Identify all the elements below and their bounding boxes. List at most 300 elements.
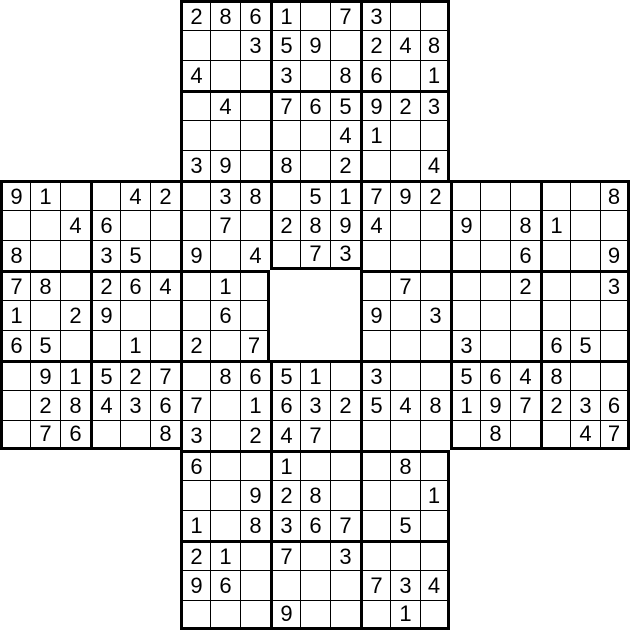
sudoku-cell-r10c7[interactable]: 6 — [210, 300, 240, 330]
sudoku-cell-r18c8[interactable] — [240, 540, 270, 570]
sudoku-cell-r12c12[interactable]: 3 — [360, 360, 390, 390]
sudoku-cell-r10c15[interactable] — [450, 300, 480, 330]
sudoku-cell-r2c13[interactable] — [390, 60, 420, 90]
sudoku-cell-r9c5[interactable]: 4 — [150, 270, 180, 300]
sudoku-cell-r6c20[interactable]: 8 — [600, 180, 630, 210]
sudoku-cell-r14c10[interactable]: 7 — [300, 420, 330, 450]
sudoku-cell-r13c3[interactable]: 4 — [90, 390, 120, 420]
sudoku-cell-r12c4[interactable]: 2 — [120, 360, 150, 390]
sudoku-cell-r7c6[interactable] — [180, 210, 210, 240]
sudoku-cell-r13c8[interactable]: 1 — [240, 390, 270, 420]
sudoku-cell-r16c9[interactable]: 2 — [270, 480, 300, 510]
sudoku-cell-r3c11[interactable]: 5 — [330, 90, 360, 120]
sudoku-cell-r9c12[interactable] — [360, 270, 390, 300]
sudoku-cell-r1c7[interactable] — [210, 30, 240, 60]
sudoku-cell-r14c0[interactable] — [0, 420, 30, 450]
sudoku-cell-r5c12[interactable] — [360, 150, 390, 180]
sudoku-cell-r3c14[interactable]: 3 — [420, 90, 450, 120]
sudoku-cell-r2c8[interactable] — [240, 60, 270, 90]
sudoku-cell-r7c13[interactable] — [390, 210, 420, 240]
sudoku-cell-r11c5[interactable] — [150, 330, 180, 360]
sudoku-cell-r8c4[interactable]: 5 — [120, 240, 150, 270]
sudoku-cell-r19c11[interactable] — [330, 570, 360, 600]
sudoku-cell-r7c12[interactable]: 4 — [360, 210, 390, 240]
sudoku-cell-r9c19[interactable] — [570, 270, 600, 300]
sudoku-cell-r6c17[interactable] — [510, 180, 540, 210]
sudoku-cell-r9c17[interactable]: 2 — [510, 270, 540, 300]
sudoku-cell-r2c12[interactable]: 6 — [360, 60, 390, 90]
sudoku-cell-r0c13[interactable] — [390, 0, 420, 30]
sudoku-cell-r0c9[interactable]: 1 — [270, 0, 300, 30]
sudoku-cell-r6c11[interactable]: 1 — [330, 180, 360, 210]
sudoku-cell-r13c15[interactable]: 1 — [450, 390, 480, 420]
sudoku-cell-r17c8[interactable]: 8 — [240, 510, 270, 540]
sudoku-cell-r3c6[interactable] — [180, 90, 210, 120]
sudoku-cell-r8c6[interactable]: 9 — [180, 240, 210, 270]
sudoku-cell-r10c14[interactable]: 3 — [420, 300, 450, 330]
sudoku-cell-r15c7[interactable] — [210, 450, 240, 480]
sudoku-cell-r9c15[interactable] — [450, 270, 480, 300]
sudoku-cell-r14c18[interactable] — [540, 420, 570, 450]
sudoku-cell-r0c7[interactable]: 8 — [210, 0, 240, 30]
board-gap — [120, 30, 150, 60]
sudoku-cell-r2c10[interactable] — [300, 60, 330, 90]
sudoku-cell-r17c13[interactable]: 5 — [390, 510, 420, 540]
sudoku-cell-r8c11[interactable]: 3 — [330, 240, 360, 270]
sudoku-cell-r8c2[interactable] — [60, 240, 90, 270]
sudoku-cell-r5c10[interactable] — [300, 150, 330, 180]
sudoku-cell-r12c18[interactable]: 8 — [540, 360, 570, 390]
sudoku-cell-r14c16[interactable]: 8 — [480, 420, 510, 450]
sudoku-cell-r20c11[interactable] — [330, 600, 360, 630]
sudoku-cell-r12c13[interactable] — [390, 360, 420, 390]
sudoku-cell-r9c6[interactable] — [180, 270, 210, 300]
sudoku-cell-r8c10[interactable]: 7 — [300, 240, 330, 270]
sudoku-cell-r17c7[interactable] — [210, 510, 240, 540]
sudoku-cell-r14c15[interactable] — [450, 420, 480, 450]
sudoku-cell-r7c8[interactable] — [240, 210, 270, 240]
sudoku-cell-r8c19[interactable] — [570, 240, 600, 270]
sudoku-cell-r13c0[interactable] — [0, 390, 30, 420]
sudoku-cell-r14c9[interactable]: 4 — [270, 420, 300, 450]
sudoku-cell-r7c7[interactable]: 7 — [210, 210, 240, 240]
sudoku-cell-r17c11[interactable]: 7 — [330, 510, 360, 540]
sudoku-cell-r8c14[interactable] — [420, 240, 450, 270]
sudoku-cell-r19c10[interactable] — [300, 570, 330, 600]
sudoku-cell-r0c14[interactable] — [420, 0, 450, 30]
sudoku-cell-r6c9[interactable] — [270, 180, 300, 210]
sudoku-cell-r18c13[interactable] — [390, 540, 420, 570]
sudoku-cell-r12c5[interactable]: 7 — [150, 360, 180, 390]
sudoku-cell-r3c7[interactable]: 4 — [210, 90, 240, 120]
sudoku-cell-r12c14[interactable] — [420, 360, 450, 390]
sudoku-cell-r7c14[interactable] — [420, 210, 450, 240]
sudoku-cell-r18c7[interactable]: 1 — [210, 540, 240, 570]
sudoku-cell-r1c10[interactable]: 9 — [300, 30, 330, 60]
sudoku-cell-r14c2[interactable]: 6 — [60, 420, 90, 450]
sudoku-cell-r6c14[interactable]: 2 — [420, 180, 450, 210]
sudoku-cell-r14c4[interactable] — [120, 420, 150, 450]
sudoku-cell-r12c6[interactable] — [180, 360, 210, 390]
board-gap — [120, 120, 150, 150]
sudoku-cell-r20c6[interactable] — [180, 600, 210, 630]
sudoku-cell-r14c19[interactable]: 4 — [570, 420, 600, 450]
sudoku-cell-r3c9[interactable]: 7 — [270, 90, 300, 120]
board-gap — [450, 90, 480, 120]
sudoku-cell-r10c8[interactable] — [240, 300, 270, 330]
sudoku-cell-r7c10[interactable]: 8 — [300, 210, 330, 240]
sudoku-cell-r4c7[interactable] — [210, 120, 240, 150]
sudoku-cell-r9c13[interactable]: 7 — [390, 270, 420, 300]
sudoku-cell-r15c13[interactable]: 8 — [390, 450, 420, 480]
sudoku-cell-r7c1[interactable] — [30, 210, 60, 240]
sudoku-cell-r11c15[interactable]: 3 — [450, 330, 480, 360]
sudoku-cell-r8c0[interactable]: 8 — [0, 240, 30, 270]
sudoku-cell-r15c6[interactable]: 6 — [180, 450, 210, 480]
sudoku-cell-r1c12[interactable]: 2 — [360, 30, 390, 60]
sudoku-cell-r0c6[interactable]: 2 — [180, 0, 210, 30]
sudoku-cell-r10c18[interactable] — [540, 300, 570, 330]
sudoku-cell-r7c16[interactable] — [480, 210, 510, 240]
sudoku-cell-r6c12[interactable]: 7 — [360, 180, 390, 210]
sudoku-cell-r2c7[interactable] — [210, 60, 240, 90]
sudoku-cell-r7c17[interactable]: 8 — [510, 210, 540, 240]
sudoku-cell-r17c9[interactable]: 3 — [270, 510, 300, 540]
sudoku-cell-r14c14[interactable] — [420, 420, 450, 450]
sudoku-cell-r19c6[interactable]: 9 — [180, 570, 210, 600]
sudoku-cell-r19c13[interactable]: 3 — [390, 570, 420, 600]
sudoku-cell-r14c6[interactable]: 3 — [180, 420, 210, 450]
sudoku-cell-r18c6[interactable]: 2 — [180, 540, 210, 570]
sudoku-cell-r7c0[interactable] — [0, 210, 30, 240]
sudoku-cell-r15c14[interactable] — [420, 450, 450, 480]
sudoku-cell-r3c10[interactable]: 6 — [300, 90, 330, 120]
sudoku-cell-r11c4[interactable]: 1 — [120, 330, 150, 360]
sudoku-cell-r14c1[interactable]: 7 — [30, 420, 60, 450]
sudoku-cell-r4c12[interactable]: 1 — [360, 120, 390, 150]
sudoku-cell-r16c10[interactable]: 8 — [300, 480, 330, 510]
sudoku-cell-r15c8[interactable] — [240, 450, 270, 480]
sudoku-cell-r3c12[interactable]: 9 — [360, 90, 390, 120]
sudoku-cell-r13c20[interactable]: 6 — [600, 390, 630, 420]
sudoku-cell-r12c10[interactable]: 1 — [300, 360, 330, 390]
board-gap — [330, 330, 360, 360]
sudoku-cell-r14c3[interactable] — [90, 420, 120, 450]
sudoku-cell-r16c6[interactable] — [180, 480, 210, 510]
sudoku-cell-r7c19[interactable] — [570, 210, 600, 240]
sudoku-cell-r0c11[interactable]: 7 — [330, 0, 360, 30]
sudoku-cell-r7c9[interactable]: 2 — [270, 210, 300, 240]
board-gap — [150, 90, 180, 120]
sudoku-cell-r13c9[interactable]: 6 — [270, 390, 300, 420]
sudoku-cell-r11c18[interactable]: 6 — [540, 330, 570, 360]
sudoku-cell-r11c16[interactable] — [480, 330, 510, 360]
sudoku-cell-r5c13[interactable] — [390, 150, 420, 180]
sudoku-cell-r14c8[interactable]: 2 — [240, 420, 270, 450]
sudoku-cell-r11c7[interactable] — [210, 330, 240, 360]
sudoku-cell-r18c11[interactable]: 3 — [330, 540, 360, 570]
sudoku-cell-r6c7[interactable]: 3 — [210, 180, 240, 210]
sudoku-cell-r3c8[interactable] — [240, 90, 270, 120]
sudoku-cell-r4c6[interactable] — [180, 120, 210, 150]
sudoku-cell-r9c0[interactable]: 7 — [0, 270, 30, 300]
sudoku-cell-r2c6[interactable]: 4 — [180, 60, 210, 90]
sudoku-cell-r9c18[interactable] — [540, 270, 570, 300]
sudoku-cell-r16c11[interactable] — [330, 480, 360, 510]
sudoku-cell-r20c10[interactable] — [300, 600, 330, 630]
sudoku-cell-r6c1[interactable]: 1 — [30, 180, 60, 210]
sudoku-cell-r4c8[interactable] — [240, 120, 270, 150]
sudoku-cell-r11c12[interactable] — [360, 330, 390, 360]
board-gap — [600, 60, 630, 90]
sudoku-cell-r18c9[interactable]: 7 — [270, 540, 300, 570]
sudoku-cell-r8c18[interactable] — [540, 240, 570, 270]
sudoku-cell-r13c4[interactable]: 3 — [120, 390, 150, 420]
sudoku-cell-r8c15[interactable] — [450, 240, 480, 270]
sudoku-cell-r13c1[interactable]: 2 — [30, 390, 60, 420]
sudoku-cell-r8c7[interactable] — [210, 240, 240, 270]
sudoku-cell-r16c14[interactable]: 1 — [420, 480, 450, 510]
sudoku-cell-r12c17[interactable]: 4 — [510, 360, 540, 390]
sudoku-cell-r12c11[interactable] — [330, 360, 360, 390]
sudoku-cell-r11c20[interactable] — [600, 330, 630, 360]
board-gap — [90, 450, 120, 480]
sudoku-cell-r1c13[interactable]: 4 — [390, 30, 420, 60]
sudoku-cell-r12c16[interactable]: 6 — [480, 360, 510, 390]
sudoku-cell-r15c10[interactable] — [300, 450, 330, 480]
sudoku-cell-r4c13[interactable] — [390, 120, 420, 150]
sudoku-cell-r7c4[interactable] — [120, 210, 150, 240]
sudoku-cell-r6c8[interactable]: 8 — [240, 180, 270, 210]
sudoku-cell-r20c9[interactable]: 9 — [270, 600, 300, 630]
sudoku-cell-r10c6[interactable] — [180, 300, 210, 330]
sudoku-cell-r15c11[interactable] — [330, 450, 360, 480]
sudoku-cell-r11c19[interactable]: 5 — [570, 330, 600, 360]
sudoku-cell-r2c11[interactable]: 8 — [330, 60, 360, 90]
sudoku-cell-r6c13[interactable]: 9 — [390, 180, 420, 210]
sudoku-cell-r12c3[interactable]: 5 — [90, 360, 120, 390]
sudoku-cell-r5c6[interactable]: 3 — [180, 150, 210, 180]
sudoku-cell-r1c8[interactable]: 3 — [240, 30, 270, 60]
sudoku-cell-r1c14[interactable]: 8 — [420, 30, 450, 60]
sudoku-cell-r2c9[interactable]: 3 — [270, 60, 300, 90]
sudoku-cell-r11c13[interactable] — [390, 330, 420, 360]
sudoku-cell-r4c14[interactable] — [420, 120, 450, 150]
sudoku-cell-r12c0[interactable] — [0, 360, 30, 390]
sudoku-cell-r14c11[interactable] — [330, 420, 360, 450]
sudoku-cell-r13c7[interactable] — [210, 390, 240, 420]
sudoku-cell-r13c16[interactable]: 9 — [480, 390, 510, 420]
sudoku-cell-r7c11[interactable]: 9 — [330, 210, 360, 240]
sudoku-cell-r8c17[interactable]: 6 — [510, 240, 540, 270]
sudoku-cell-r19c7[interactable]: 6 — [210, 570, 240, 600]
sudoku-cell-r6c4[interactable]: 4 — [120, 180, 150, 210]
sudoku-cell-r7c5[interactable] — [150, 210, 180, 240]
sudoku-cell-r11c6[interactable]: 2 — [180, 330, 210, 360]
sudoku-cell-r19c12[interactable]: 7 — [360, 570, 390, 600]
sudoku-cell-r13c14[interactable]: 8 — [420, 390, 450, 420]
sudoku-cell-r5c7[interactable]: 9 — [210, 150, 240, 180]
sudoku-cell-r6c2[interactable] — [60, 180, 90, 210]
sudoku-cell-r13c17[interactable]: 7 — [510, 390, 540, 420]
sudoku-cell-r6c19[interactable] — [570, 180, 600, 210]
sudoku-cell-r6c3[interactable] — [90, 180, 120, 210]
sudoku-cell-r7c2[interactable]: 4 — [60, 210, 90, 240]
sudoku-cell-r10c17[interactable] — [510, 300, 540, 330]
sudoku-cell-r12c8[interactable]: 6 — [240, 360, 270, 390]
sudoku-cell-r20c14[interactable] — [420, 600, 450, 630]
sudoku-cell-r8c16[interactable] — [480, 240, 510, 270]
sudoku-cell-r13c5[interactable]: 6 — [150, 390, 180, 420]
sudoku-cell-r6c5[interactable]: 2 — [150, 180, 180, 210]
sudoku-cell-r3c13[interactable]: 2 — [390, 90, 420, 120]
sudoku-cell-r1c11[interactable] — [330, 30, 360, 60]
sudoku-cell-r8c9[interactable] — [270, 240, 300, 270]
sudoku-cell-r0c8[interactable]: 6 — [240, 0, 270, 30]
sudoku-cell-r9c1[interactable]: 8 — [30, 270, 60, 300]
sudoku-cell-r10c20[interactable] — [600, 300, 630, 330]
sudoku-cell-r8c12[interactable] — [360, 240, 390, 270]
sudoku-cell-r6c0[interactable]: 9 — [0, 180, 30, 210]
sudoku-cell-r20c13[interactable]: 1 — [390, 600, 420, 630]
sudoku-cell-r10c0[interactable]: 1 — [0, 300, 30, 330]
sudoku-cell-r15c12[interactable] — [360, 450, 390, 480]
sudoku-cell-r10c3[interactable]: 9 — [90, 300, 120, 330]
sudoku-cell-r13c6[interactable]: 7 — [180, 390, 210, 420]
sudoku-cell-r9c4[interactable]: 6 — [120, 270, 150, 300]
sudoku-cell-r10c1[interactable] — [30, 300, 60, 330]
sudoku-cell-r15c9[interactable]: 1 — [270, 450, 300, 480]
sudoku-cell-r17c14[interactable] — [420, 510, 450, 540]
sudoku-cell-r12c2[interactable]: 1 — [60, 360, 90, 390]
sudoku-cell-r14c20[interactable]: 7 — [600, 420, 630, 450]
sudoku-cell-r18c10[interactable] — [300, 540, 330, 570]
sudoku-cell-r8c13[interactable] — [390, 240, 420, 270]
sudoku-cell-r14c5[interactable]: 8 — [150, 420, 180, 450]
sudoku-cell-r9c8[interactable] — [240, 270, 270, 300]
sudoku-cell-r11c1[interactable]: 5 — [30, 330, 60, 360]
sudoku-cell-r7c3[interactable]: 6 — [90, 210, 120, 240]
board-gap — [450, 60, 480, 90]
sudoku-cell-r7c15[interactable]: 9 — [450, 210, 480, 240]
sudoku-cell-r5c11[interactable]: 2 — [330, 150, 360, 180]
sudoku-cell-r9c2[interactable] — [60, 270, 90, 300]
sudoku-cell-r11c14[interactable] — [420, 330, 450, 360]
sudoku-cell-r4c9[interactable] — [270, 120, 300, 150]
sudoku-cell-r20c8[interactable] — [240, 600, 270, 630]
sudoku-cell-r11c17[interactable] — [510, 330, 540, 360]
sudoku-cell-r14c12[interactable] — [360, 420, 390, 450]
sudoku-cell-r13c11[interactable]: 2 — [330, 390, 360, 420]
sudoku-cell-r5c8[interactable] — [240, 150, 270, 180]
sudoku-cell-r13c12[interactable]: 5 — [360, 390, 390, 420]
sudoku-cell-r6c18[interactable] — [540, 180, 570, 210]
sudoku-cell-r9c20[interactable]: 3 — [600, 270, 630, 300]
sudoku-cell-r0c10[interactable] — [300, 0, 330, 30]
sudoku-cell-r20c7[interactable] — [210, 600, 240, 630]
sudoku-cell-r4c11[interactable]: 4 — [330, 120, 360, 150]
sudoku-cell-r10c16[interactable] — [480, 300, 510, 330]
sudoku-cell-r10c4[interactable] — [120, 300, 150, 330]
sudoku-cell-r16c13[interactable] — [390, 480, 420, 510]
sudoku-cell-r8c20[interactable]: 9 — [600, 240, 630, 270]
sudoku-cell-r10c5[interactable] — [150, 300, 180, 330]
sudoku-cell-r13c13[interactable]: 4 — [390, 390, 420, 420]
sudoku-cell-r11c3[interactable] — [90, 330, 120, 360]
sudoku-cell-r12c15[interactable]: 5 — [450, 360, 480, 390]
sudoku-cell-r13c19[interactable]: 3 — [570, 390, 600, 420]
sudoku-cell-r18c12[interactable] — [360, 540, 390, 570]
sudoku-cell-r13c2[interactable]: 8 — [60, 390, 90, 420]
sudoku-cell-r14c17[interactable] — [510, 420, 540, 450]
sudoku-cell-r12c19[interactable] — [570, 360, 600, 390]
sudoku-cell-r17c6[interactable]: 1 — [180, 510, 210, 540]
sudoku-cell-r6c15[interactable] — [450, 180, 480, 210]
sudoku-cell-r18c14[interactable] — [420, 540, 450, 570]
sudoku-cell-r11c0[interactable]: 6 — [0, 330, 30, 360]
sudoku-cell-r12c9[interactable]: 5 — [270, 360, 300, 390]
sudoku-cell-r12c7[interactable]: 8 — [210, 360, 240, 390]
sudoku-cell-r0c12[interactable]: 3 — [360, 0, 390, 30]
sudoku-cell-r10c19[interactable] — [570, 300, 600, 330]
sudoku-cell-r17c10[interactable]: 6 — [300, 510, 330, 540]
sudoku-cell-r16c7[interactable] — [210, 480, 240, 510]
sudoku-cell-r13c10[interactable]: 3 — [300, 390, 330, 420]
sudoku-cell-r4c10[interactable] — [300, 120, 330, 150]
sudoku-cell-r2c14[interactable]: 1 — [420, 60, 450, 90]
board-gap — [510, 60, 540, 90]
sudoku-cell-r12c20[interactable] — [600, 360, 630, 390]
board-gap — [540, 600, 570, 630]
sudoku-cell-r5c9[interactable]: 8 — [270, 150, 300, 180]
sudoku-cell-r8c8[interactable]: 4 — [240, 240, 270, 270]
sudoku-cell-r7c20[interactable] — [600, 210, 630, 240]
sudoku-cell-r9c14[interactable] — [420, 270, 450, 300]
sudoku-cell-r19c9[interactable] — [270, 570, 300, 600]
sudoku-cell-r9c7[interactable]: 1 — [210, 270, 240, 300]
sudoku-cell-r16c12[interactable] — [360, 480, 390, 510]
sudoku-cell-r8c1[interactable] — [30, 240, 60, 270]
sudoku-cell-r13c18[interactable]: 2 — [540, 390, 570, 420]
sudoku-cell-r9c16[interactable] — [480, 270, 510, 300]
sudoku-cell-r16c8[interactable]: 9 — [240, 480, 270, 510]
sudoku-cell-r10c13[interactable] — [390, 300, 420, 330]
sudoku-cell-r6c16[interactable] — [480, 180, 510, 210]
sudoku-cell-r8c5[interactable] — [150, 240, 180, 270]
sudoku-cell-r9c3[interactable]: 2 — [90, 270, 120, 300]
sudoku-cell-r10c2[interactable]: 2 — [60, 300, 90, 330]
sudoku-cell-r6c6[interactable] — [180, 180, 210, 210]
sudoku-cell-r20c12[interactable] — [360, 600, 390, 630]
sudoku-cell-r19c14[interactable]: 4 — [420, 570, 450, 600]
sudoku-cell-r12c1[interactable]: 9 — [30, 360, 60, 390]
sudoku-cell-r1c6[interactable] — [180, 30, 210, 60]
sudoku-cell-r11c8[interactable]: 7 — [240, 330, 270, 360]
sudoku-cell-r17c12[interactable] — [360, 510, 390, 540]
sudoku-cell-r14c13[interactable] — [390, 420, 420, 450]
sudoku-cell-r8c3[interactable]: 3 — [90, 240, 120, 270]
sudoku-cell-r1c9[interactable]: 5 — [270, 30, 300, 60]
sudoku-cell-r5c14[interactable]: 4 — [420, 150, 450, 180]
board-gap — [600, 570, 630, 600]
sudoku-cell-r11c2[interactable] — [60, 330, 90, 360]
sudoku-cell-r7c18[interactable]: 1 — [540, 210, 570, 240]
sudoku-cell-r10c12[interactable]: 9 — [360, 300, 390, 330]
sudoku-cell-r19c8[interactable] — [240, 570, 270, 600]
sudoku-cell-r6c10[interactable]: 5 — [300, 180, 330, 210]
sudoku-cell-r14c7[interactable] — [210, 420, 240, 450]
board-gap — [300, 300, 330, 330]
